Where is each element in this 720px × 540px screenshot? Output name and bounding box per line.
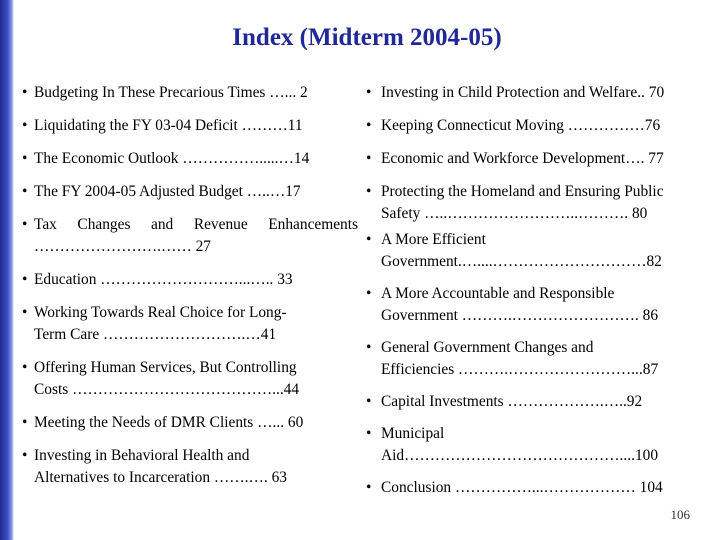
bullet-icon: • xyxy=(366,393,372,410)
bullet-icon: • xyxy=(366,285,372,302)
bullet-icon: • xyxy=(22,271,28,288)
bullet-icon: • xyxy=(366,479,372,496)
index-item-line: Working Towards Real Choice for Long- xyxy=(34,304,287,321)
index-item-line: A More Efficient xyxy=(381,231,486,248)
bullet-icon: • xyxy=(22,216,28,233)
index-item xyxy=(22,115,358,137)
index-item xyxy=(22,269,358,291)
index-item-line: Capital Investments ……………….…..92 xyxy=(381,393,643,410)
index-item xyxy=(22,148,358,170)
index-item xyxy=(366,229,712,273)
index-item-line: The Economic Outlook …………….....…14 xyxy=(34,150,310,167)
index-item-line: Protecting the Homeland and Ensuring Public xyxy=(381,183,664,200)
index-item xyxy=(22,412,358,434)
page-number: 106 xyxy=(670,507,690,522)
index-item xyxy=(366,477,712,499)
index-item xyxy=(22,302,358,346)
index-item xyxy=(22,214,358,258)
bullet-icon: • xyxy=(22,304,28,321)
index-column-right xyxy=(366,82,712,499)
bullet-icon: • xyxy=(22,447,28,464)
index-item-line: Investing in Behavioral Health and xyxy=(34,447,250,464)
index-item xyxy=(366,283,712,327)
index-item-line: Government ……….……………………. 86 xyxy=(381,307,659,324)
index-item-line: Keeping Connecticut Moving ……………76 xyxy=(381,117,661,134)
index-item xyxy=(366,82,712,104)
index-item-line: Tax Changes and Revenue Enhancements xyxy=(34,216,358,233)
bullet-icon: • xyxy=(366,231,372,248)
bullet-icon: • xyxy=(366,183,372,200)
index-item-line: Conclusion ……………...……………… 104 xyxy=(381,479,663,496)
index-item xyxy=(366,423,712,467)
index-item xyxy=(22,445,358,489)
index-item xyxy=(22,181,358,203)
bullet-icon: • xyxy=(22,414,28,431)
index-item xyxy=(22,82,358,104)
bullet-icon: • xyxy=(22,84,28,101)
index-item-line: Safety …..……………………..………. 80 xyxy=(381,205,648,222)
left-accent-bar xyxy=(0,0,14,540)
bullet-icon: • xyxy=(366,425,372,442)
bullet-icon: • xyxy=(22,150,28,167)
index-item xyxy=(366,181,712,225)
index-item-line: Offering Human Services, But Controlling xyxy=(34,359,297,376)
index-item-line: The FY 2004-05 Adjusted Budget …..…17 xyxy=(34,183,301,200)
index-item-line: Municipal xyxy=(381,425,445,442)
bullet-icon: • xyxy=(366,84,372,101)
index-item xyxy=(366,337,712,381)
index-item-line: Efficiencies ……….……………………...87 xyxy=(381,361,659,378)
index-item-line: Investing in Child Protection and Welfare.. 70 xyxy=(381,84,665,101)
index-column-left xyxy=(22,82,358,489)
index-item xyxy=(366,391,712,413)
index-item-line: Aid……………………………………....100 xyxy=(381,447,659,464)
index-item-line: Costs …………………………………...44 xyxy=(34,381,300,398)
index-item-line: Meeting the Needs of DMR Clients …... 60 xyxy=(34,414,304,431)
index-item-line: Liquidating the FY 03-04 Deficit ………11 xyxy=(34,117,303,134)
index-item-line: A More Accountable and Responsible xyxy=(381,285,615,302)
bullet-icon: • xyxy=(366,117,372,134)
bullet-icon: • xyxy=(22,183,28,200)
index-item-line: Government.…....…………………………82 xyxy=(381,253,662,270)
index-item-line: Term Care ……………………….…41 xyxy=(34,326,277,343)
index-item-line: Alternatives to Incarceration …….…. 63 xyxy=(34,469,288,486)
index-item-line: Education ………………………...….. 33 xyxy=(34,271,293,288)
index-item xyxy=(22,357,358,401)
bullet-icon: • xyxy=(22,359,28,376)
index-item xyxy=(366,148,712,170)
index-item-line: Economic and Workforce Development…. 77 xyxy=(381,150,664,167)
bullet-icon: • xyxy=(22,117,28,134)
bullet-icon: • xyxy=(366,339,372,356)
index-item xyxy=(366,115,712,137)
index-item-line: …………………….…… 27 xyxy=(34,238,211,255)
index-item-line: General Government Changes and xyxy=(381,339,594,356)
page-title: Index (Midterm 2004-05) xyxy=(232,24,502,51)
index-item-line: Budgeting In These Precarious Times …... 2 xyxy=(34,84,308,101)
bullet-icon: • xyxy=(366,150,372,167)
